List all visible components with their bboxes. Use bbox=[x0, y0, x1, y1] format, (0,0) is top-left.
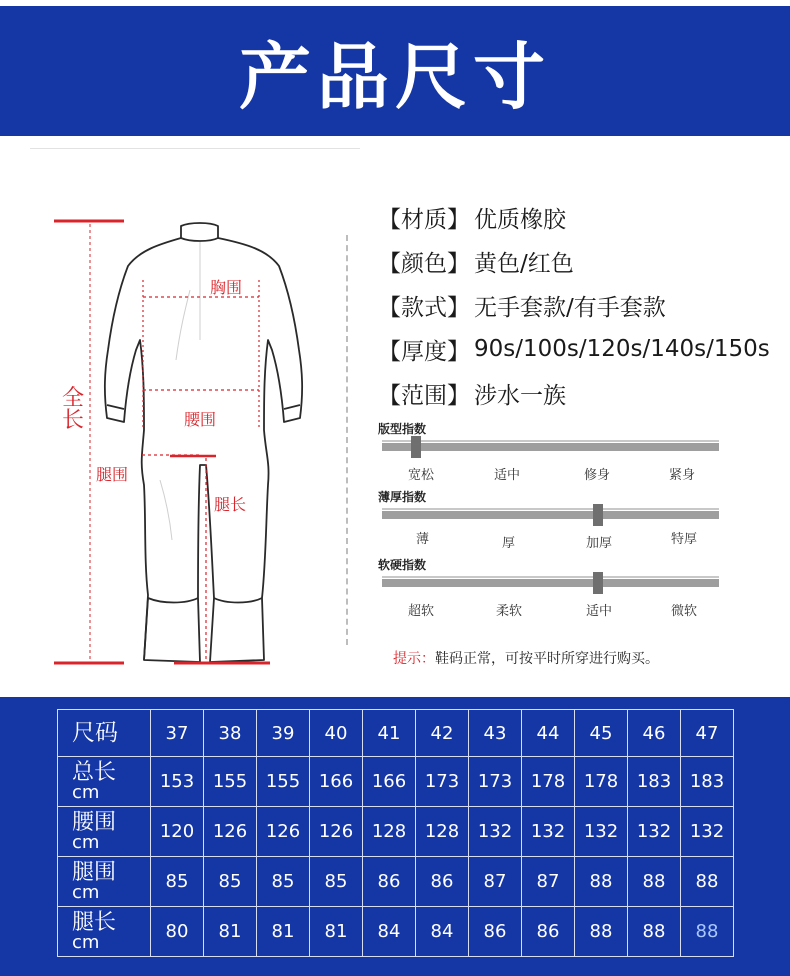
size-cell: 39 bbox=[257, 710, 310, 757]
index-labels bbox=[378, 528, 723, 552]
table-cell: 81 bbox=[204, 907, 257, 957]
index-title: 软硬指数 bbox=[378, 558, 427, 572]
page-title: 产品尺寸 bbox=[238, 35, 551, 119]
table-cell: 81 bbox=[310, 907, 363, 957]
spec-value: 涉水一族 bbox=[474, 382, 566, 409]
spec-value: 无手套款/有手套款 bbox=[474, 294, 666, 321]
table-cell: 126 bbox=[257, 807, 310, 857]
dashed-separator bbox=[346, 235, 348, 645]
table-cell: 183 bbox=[628, 757, 681, 807]
size-table bbox=[57, 709, 734, 957]
full-length-label: 全长 bbox=[62, 386, 85, 433]
table-cell: 132 bbox=[628, 807, 681, 857]
boot-right bbox=[214, 598, 262, 603]
size-table-section bbox=[0, 697, 790, 976]
index-knob bbox=[411, 436, 421, 458]
table-cell: 86 bbox=[363, 857, 416, 907]
spec-key: 【款式】 bbox=[378, 294, 470, 321]
index-label: 适中 bbox=[586, 604, 613, 619]
table-cell: 183 bbox=[681, 757, 734, 807]
row-label-text: 腰围 bbox=[72, 809, 117, 835]
cuff-right bbox=[284, 405, 300, 409]
table-cell: 85 bbox=[310, 857, 363, 907]
index-label: 厚 bbox=[502, 536, 516, 551]
spec-value: 黄色/红色 bbox=[474, 250, 574, 277]
leg-length-label: 腿长 bbox=[214, 495, 247, 514]
table-cell: 87 bbox=[469, 857, 522, 907]
size-cell: 45 bbox=[575, 710, 628, 757]
size-cell: 47 bbox=[681, 710, 734, 757]
table-cell: 153 bbox=[151, 757, 204, 807]
tip-label: 提示： bbox=[393, 651, 435, 667]
index-title: 薄厚指数 bbox=[378, 490, 427, 504]
index-thickness bbox=[378, 488, 723, 552]
index-track bbox=[378, 440, 723, 454]
spec-key: 【颜色】 bbox=[378, 250, 470, 277]
table-cell: 81 bbox=[257, 907, 310, 957]
table-cell: 120 bbox=[151, 807, 204, 857]
table-row bbox=[58, 907, 734, 957]
size-cell: 41 bbox=[363, 710, 416, 757]
table-cell: 85 bbox=[204, 857, 257, 907]
table-cell: 80 bbox=[151, 907, 204, 957]
index-label: 修身 bbox=[584, 468, 611, 483]
index-knob bbox=[593, 572, 603, 594]
table-cell: 178 bbox=[522, 757, 575, 807]
table-cell: 126 bbox=[204, 807, 257, 857]
table-cell: 132 bbox=[469, 807, 522, 857]
table-cell: 86 bbox=[469, 907, 522, 957]
row-label-text: 总长 bbox=[72, 759, 117, 785]
table-cell: 84 bbox=[363, 907, 416, 957]
index-softness bbox=[378, 556, 723, 620]
table-cell: 126 bbox=[310, 807, 363, 857]
spec-row-scope bbox=[378, 371, 770, 415]
spec-row-style bbox=[378, 283, 770, 327]
size-cell: 37 bbox=[151, 710, 204, 757]
table-cell: 85 bbox=[257, 857, 310, 907]
index-label: 超软 bbox=[408, 604, 435, 619]
index-label: 适中 bbox=[494, 468, 521, 483]
spec-key: 【厚度】 bbox=[378, 338, 470, 365]
table-cell: 178 bbox=[575, 757, 628, 807]
index-label: 加厚 bbox=[586, 536, 613, 551]
row-unit: cm bbox=[72, 831, 100, 853]
table-cell: 166 bbox=[310, 757, 363, 807]
index-label: 薄 bbox=[416, 532, 430, 547]
waist-label: 腰围 bbox=[184, 410, 217, 429]
size-cell: 38 bbox=[204, 710, 257, 757]
collar-shape bbox=[181, 223, 218, 241]
table-cell: 132 bbox=[681, 807, 734, 857]
thigh-label: 腿围 bbox=[96, 465, 129, 484]
divider bbox=[30, 148, 360, 149]
table-cell: 88 bbox=[628, 857, 681, 907]
spec-row-material bbox=[378, 195, 770, 239]
table-row bbox=[58, 857, 734, 907]
index-fit bbox=[378, 420, 723, 484]
row-unit: cm bbox=[72, 881, 100, 903]
tip-text: 鞋码正常，可按平时所穿进行购买。 bbox=[435, 651, 659, 667]
table-cell: 166 bbox=[363, 757, 416, 807]
table-cell: 86 bbox=[416, 857, 469, 907]
table-row bbox=[58, 807, 734, 857]
index-label: 特厚 bbox=[671, 532, 698, 547]
table-cell: 84 bbox=[416, 907, 469, 957]
table-cell: 173 bbox=[416, 757, 469, 807]
size-cell: 40 bbox=[310, 710, 363, 757]
spec-row-color bbox=[378, 239, 770, 283]
index-title: 版型指数 bbox=[378, 422, 427, 436]
table-cell: 155 bbox=[257, 757, 310, 807]
spec-key: 【范围】 bbox=[378, 382, 470, 409]
table-cell: 88 bbox=[575, 857, 628, 907]
size-header-label: 尺码 bbox=[58, 710, 151, 757]
size-cell: 46 bbox=[628, 710, 681, 757]
table-cell: 88 bbox=[681, 857, 734, 907]
index-label: 微软 bbox=[671, 604, 698, 619]
spec-key: 【材质】 bbox=[378, 206, 470, 233]
index-labels bbox=[378, 460, 723, 484]
row-label bbox=[58, 757, 151, 807]
table-cell: 132 bbox=[522, 807, 575, 857]
spec-row-thickness bbox=[378, 327, 770, 371]
table-cell: 132 bbox=[575, 807, 628, 857]
size-cell: 42 bbox=[416, 710, 469, 757]
row-label-text: 腿围 bbox=[72, 859, 117, 885]
index-label: 宽松 bbox=[408, 468, 435, 483]
index-track bbox=[378, 576, 723, 590]
spec-value: 90s/100s/120s/140s/150s bbox=[474, 336, 770, 362]
boot-left bbox=[144, 598, 198, 660]
table-cell: 155 bbox=[204, 757, 257, 807]
index-labels bbox=[378, 596, 723, 620]
spec-value: 优质橡胶 bbox=[474, 206, 566, 233]
index-label: 柔软 bbox=[496, 604, 523, 619]
chest-label: 胸围 bbox=[210, 278, 243, 297]
row-label-text: 腿长 bbox=[72, 909, 117, 935]
table-cell: 86 bbox=[522, 907, 575, 957]
index-track bbox=[378, 508, 723, 522]
table-cell: 88 bbox=[628, 907, 681, 957]
size-cell: 43 bbox=[469, 710, 522, 757]
table-cell: 88 bbox=[575, 907, 628, 957]
index-label: 紧身 bbox=[669, 468, 696, 483]
index-knob bbox=[593, 504, 603, 526]
table-row bbox=[58, 757, 734, 807]
body-outline bbox=[105, 238, 302, 662]
size-cell: 44 bbox=[522, 710, 575, 757]
table-cell: 128 bbox=[363, 807, 416, 857]
row-label bbox=[58, 907, 151, 957]
table-cell: 85 bbox=[151, 857, 204, 907]
cuff-left bbox=[107, 405, 124, 409]
size-tip bbox=[393, 648, 659, 668]
spec-list bbox=[378, 195, 770, 415]
row-unit: cm bbox=[72, 931, 100, 953]
row-unit: cm bbox=[72, 781, 100, 803]
table-header-row bbox=[58, 710, 734, 757]
table-cell: 87 bbox=[522, 857, 575, 907]
coverall-drawing bbox=[40, 200, 360, 680]
table-cell: 173 bbox=[469, 757, 522, 807]
table-cell: 128 bbox=[416, 807, 469, 857]
coverall-figure bbox=[40, 200, 360, 680]
table-cell: 88 bbox=[681, 907, 734, 957]
row-label bbox=[58, 857, 151, 907]
row-label bbox=[58, 807, 151, 857]
